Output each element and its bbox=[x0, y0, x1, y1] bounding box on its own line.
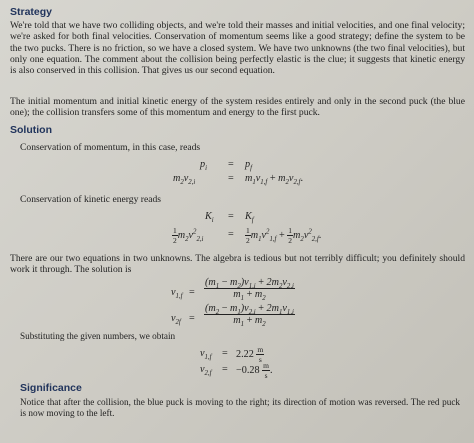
system-paragraph: The initial momentum and initial kinetic energy of the system resides entirely and only in the second puck (the blue one); the collision transfers some of this momentum and energy to the first puck. bbox=[10, 96, 465, 119]
two-equations-paragraph: There are our two equations in two unknowns. The algebra is tedious but not terribly difficult; you definitely should work it through. The solution is bbox=[10, 253, 465, 276]
solution-heading: Solution bbox=[10, 124, 52, 136]
strategy-heading: Strategy bbox=[10, 6, 53, 18]
strategy-paragraph: We're told that we have two colliding objects, and we're told their masses and initial velocities, and one final velocity; we're asked for both final velocities. Conservation of momentum seems like a good strategy; define the system to be the two pucks. There is no friction, so we have a closed system. We have two unknowns (the two final velocities), but only one equation. The comment about the collision being perfectly elastic is the clue; it suggests that kinetic energy is also conserved in this collision. That gives us our second equation. bbox=[10, 20, 465, 77]
significance-paragraph: Notice that after the collision, the blue puck is moving to the right; its direction of motion was reversed. The red puck is now moving to the left. bbox=[20, 397, 460, 418]
momentum-intro: Conservation of momentum, in this case, reads bbox=[20, 142, 201, 153]
significance-heading: Significance bbox=[20, 382, 82, 394]
substituting-text: Substituting the given numbers, we obtain bbox=[20, 331, 176, 341]
energy-intro: Conservation of kinetic energy reads bbox=[20, 194, 162, 205]
